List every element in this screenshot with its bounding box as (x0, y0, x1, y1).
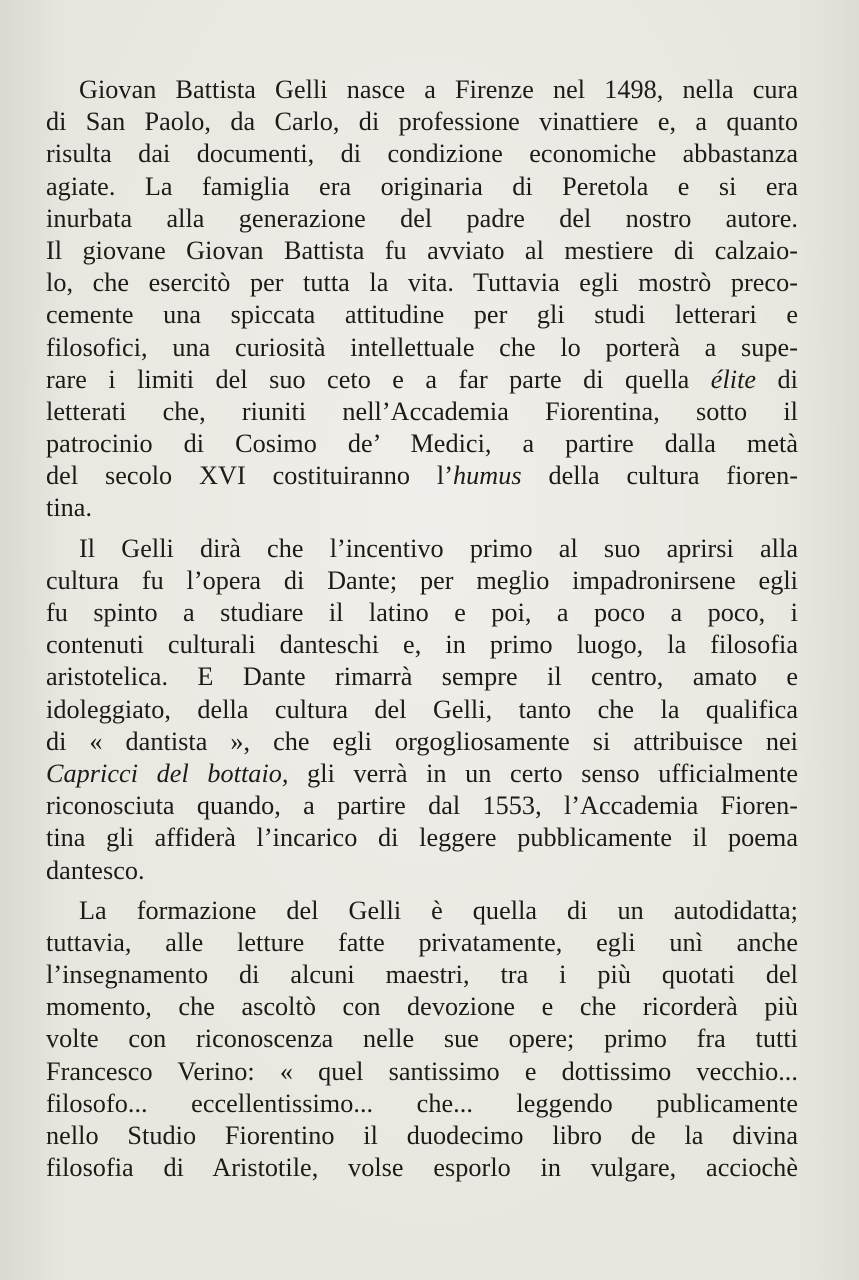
text-line: dantesco. (46, 855, 145, 885)
text-line: inurbata alla generazione del padre del nostro autore. (46, 203, 798, 233)
text-line: Il Gelli dirà che l’incentivo primo al suo aprirsi alla (79, 533, 798, 563)
paragraph-1 (46, 74, 798, 525)
text-line: La formazione del Gelli è quella di un autodidatta; (79, 895, 798, 925)
text-line: momento, che ascoltò con devozione e che ricorderà più (46, 992, 798, 1022)
text-line: filosofici, una curiosità intellettuale che lo porterà a supe- (46, 332, 798, 362)
italic-title: Capricci del bottaio, (46, 758, 289, 788)
text-line: cemente una spiccata attitudine per gli studi letterari e (46, 300, 798, 330)
text-line: filosofia di Aristotile, volse esporlo in vulgare, acciochè (46, 1153, 798, 1183)
text-line: tuttavia, alle letture fatte privatamente, egli unì anche (46, 927, 798, 957)
text-line: risulta dai documenti, di condizione economiche abbastanza (46, 139, 798, 169)
text-line: rare i limiti del suo ceto e a far parte di quella élite di (46, 364, 798, 394)
italic-term: humus (452, 461, 522, 491)
text-line: idoleggiato, della cultura del Gelli, tanto che la qualifica (46, 694, 798, 724)
text-line: di San Paolo, da Carlo, di professione vinattiere e, a quanto (46, 107, 798, 137)
text-line: aristotelica. E Dante rimarrà sempre il centro, amato e (46, 662, 798, 692)
text-line: volte con riconoscenza nelle sue opere; primo fra tutti (46, 1024, 798, 1054)
italic-term: élite (710, 364, 757, 394)
text-line: tina. (46, 493, 93, 523)
body-text (46, 74, 798, 1192)
paragraph-3 (46, 895, 798, 1185)
text-line: letterati che, riuniti nell’Accademia Fiorentina, sotto il (46, 396, 798, 426)
text-line: di « dantista », che egli orgogliosamente si attribuisce nei (46, 726, 798, 756)
text-line: contenuti culturali danteschi e, in primo luogo, la filosofia (46, 630, 798, 660)
text-line: l’insegnamento di alcuni maestri, tra i più quotati del (46, 960, 798, 990)
text-line: Giovan Battista Gelli nasce a Firenze nel 1498, nella cura (79, 75, 798, 104)
text-line: Capricci del bottaio, gli verrà in un certo senso ufficialmente (46, 758, 799, 788)
text-line: patrocinio di Cosimo de’ Medici, a partire dalla metà (46, 429, 798, 459)
text-line: filosofo... eccellentissimo... che... leggendo publicamente (46, 1088, 798, 1118)
text-line: cultura fu l’opera di Dante; per meglio impadronirsene egli (46, 565, 798, 595)
text-line: del secolo XVI costituiranno l’humus della cultura fioren- (46, 461, 798, 491)
text-line: agiate. La famiglia era originaria di Peretola e si era (46, 171, 798, 201)
text-line: nello Studio Fiorentino il duodecimo libro de la divina (46, 1121, 798, 1150)
text-line: riconosciuta quando, a partire dal 1553, l’Accademia Fioren- (46, 791, 798, 821)
text-line: lo, che esercitò per tutta la vita. Tuttavia egli mostrò preco- (46, 268, 798, 298)
text-line: Il giovane Giovan Battista fu avviato al mestiere di calzaio- (46, 235, 798, 265)
text-line: fu spinto a studiare il latino e poi, a poco a poco, i (46, 598, 798, 627)
text-line: tina gli affiderà l’incarico di leggere pubblicamente il poema (46, 823, 798, 853)
paragraph-2 (46, 533, 798, 887)
text-line: Francesco Verino: « quel santissimo e dottissimo vecchio... (46, 1056, 798, 1086)
